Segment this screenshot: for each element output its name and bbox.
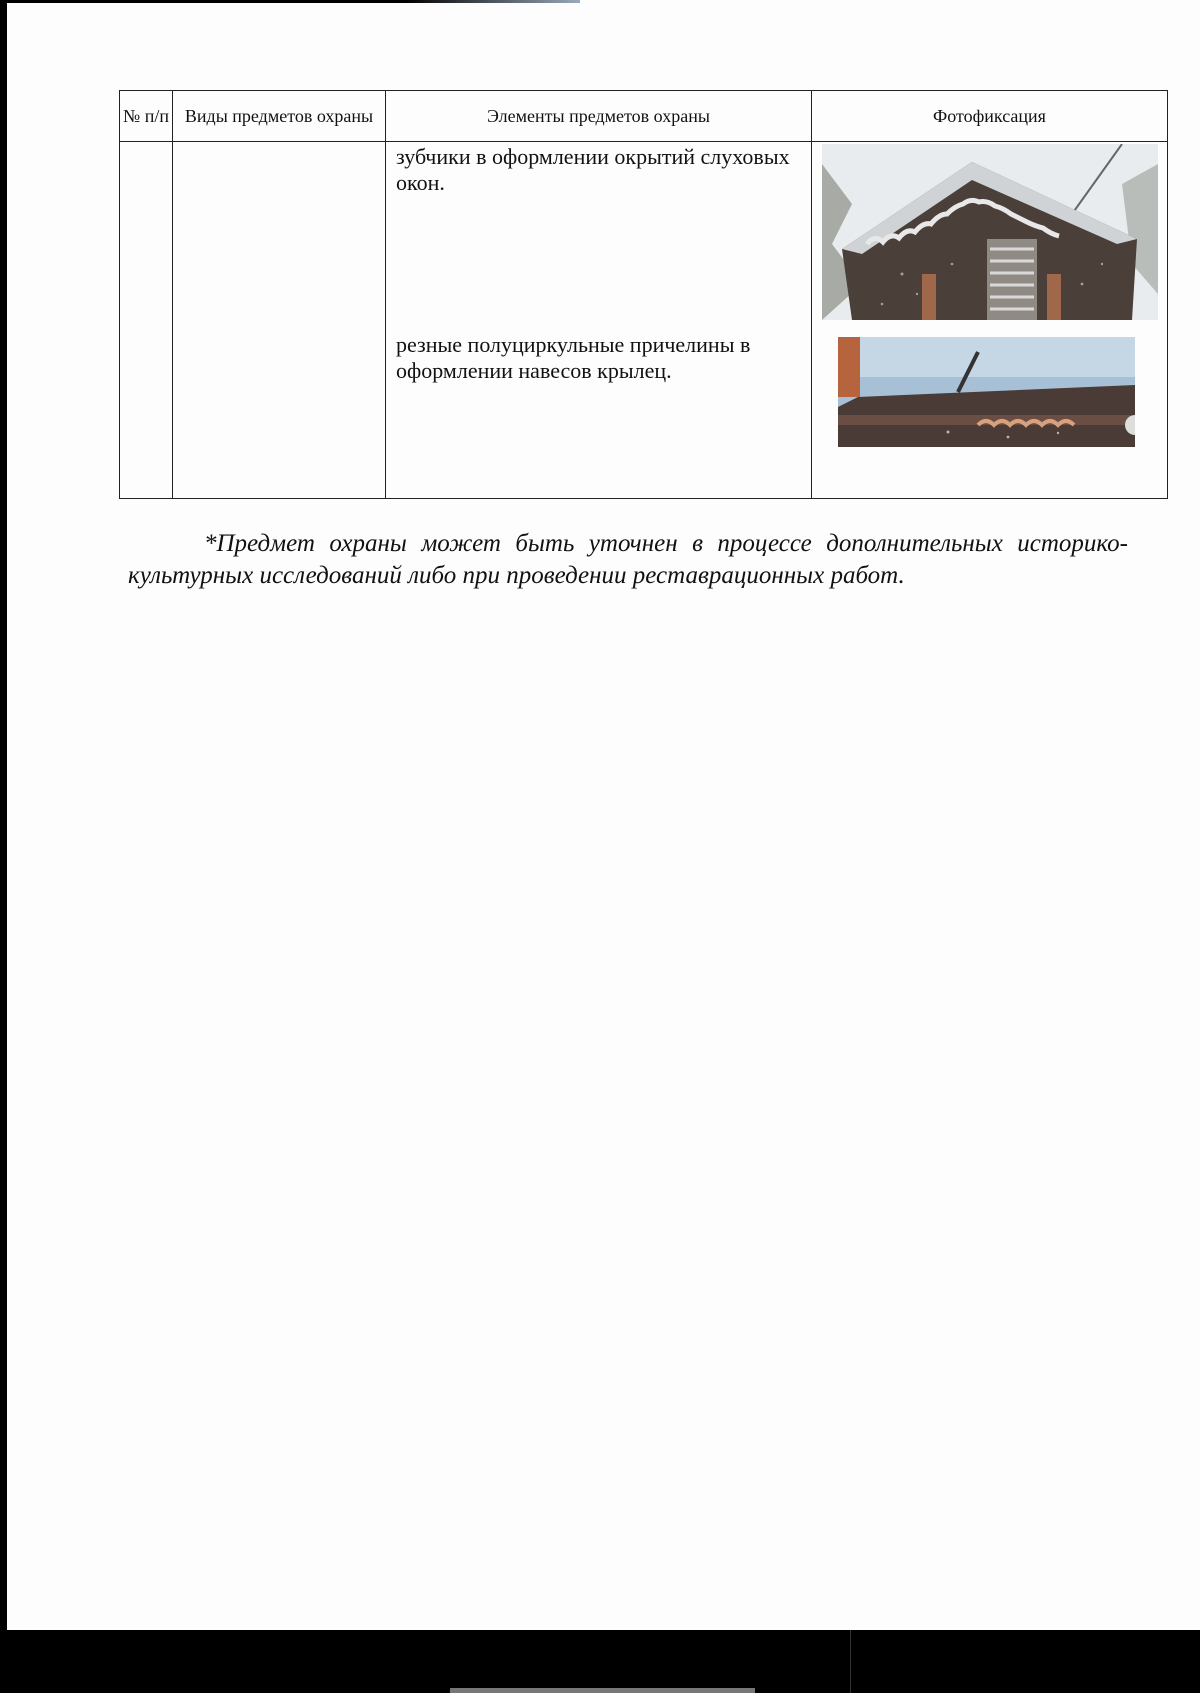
header-photo: Фотофиксация xyxy=(812,91,1168,142)
protection-table xyxy=(119,90,1168,499)
scan-edge-left xyxy=(0,0,7,1693)
header-num: № п/п xyxy=(120,91,173,142)
element-dormer-teeth: зубчики в оформлении окрытий слуховых окон. xyxy=(396,144,790,195)
dormer-photo xyxy=(822,144,1158,320)
scan-edge-bottom xyxy=(0,1630,1200,1693)
scan-grey-strip xyxy=(450,1688,755,1693)
porch-photo xyxy=(838,337,1135,447)
header-kind: Виды предметов охраны xyxy=(173,91,386,142)
table-header-row xyxy=(120,91,1168,142)
table-row xyxy=(120,142,1168,499)
scan-edge-top xyxy=(0,0,580,3)
cell-elements xyxy=(386,142,812,499)
element-porch-bargeboards: резные полуциркульные причелины в оформлении навесов крылец. xyxy=(396,332,751,383)
header-elements: Элементы предметов охраны xyxy=(386,91,812,142)
cell-kind xyxy=(173,142,386,499)
footnote: *Предмет охраны может быть уточнен в процессе дополнительных историко-культурных исследований либо при проведении реставрационных работ. xyxy=(128,530,1128,589)
scan-divider xyxy=(850,1630,851,1693)
cell-photo xyxy=(812,142,1168,499)
cell-num xyxy=(120,142,173,499)
